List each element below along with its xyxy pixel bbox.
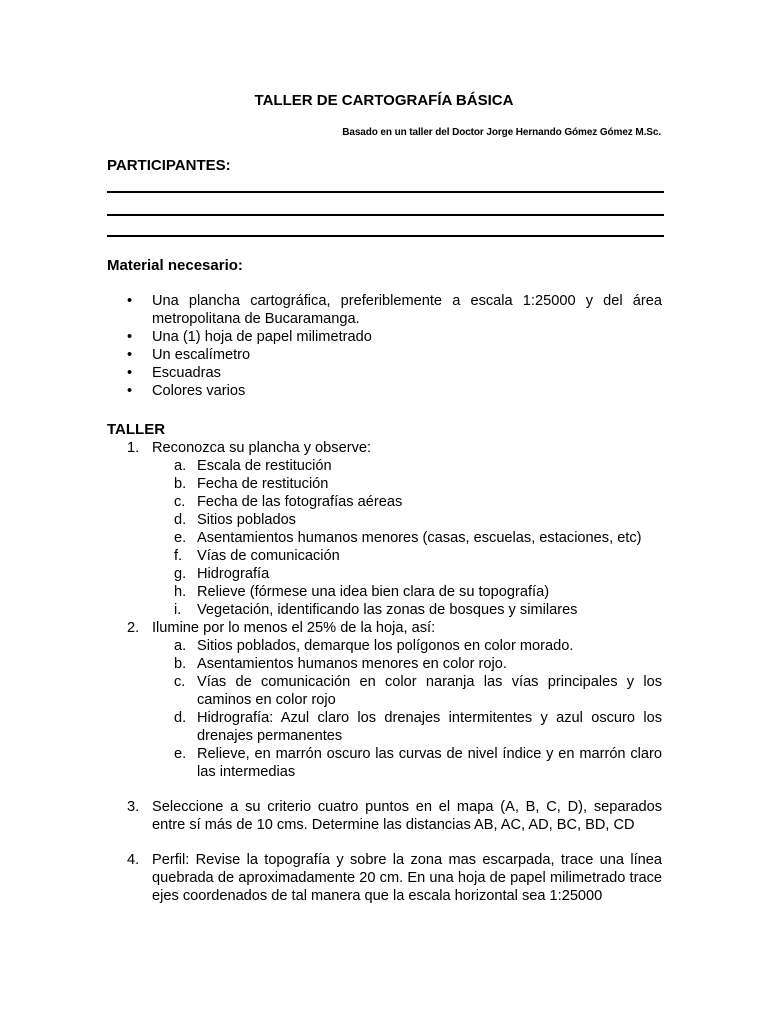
substep-text: Hidrografía — [197, 566, 270, 582]
material-item — [107, 346, 662, 364]
substep-item — [152, 457, 662, 475]
bullet-icon: • — [127, 347, 133, 363]
step-number: 1. — [127, 440, 140, 456]
substep-text: Vías de comunicación — [197, 548, 340, 564]
substep-item — [152, 673, 662, 709]
substeps-list — [152, 637, 662, 781]
substep-text: Sitios poblados — [197, 512, 296, 528]
substep-letter: e. — [174, 530, 187, 546]
step-item — [107, 619, 662, 781]
substep-item — [152, 601, 662, 619]
substep-letter: e. — [174, 746, 187, 762]
substep-letter: i. — [174, 602, 182, 618]
substep-text: Relieve, en marrón oscuro las curvas de nivel índice y en marrón claro las intermedias — [197, 746, 662, 780]
material-text: Escuadras — [152, 365, 221, 381]
substep-letter: d. — [174, 512, 187, 528]
material-text: Una (1) hoja de papel milimetrado — [152, 329, 372, 345]
substep-item — [152, 583, 662, 601]
participants-label: PARTICIPANTES: — [107, 157, 231, 174]
substep-item — [152, 655, 662, 673]
material-item — [107, 364, 662, 382]
step-text: Reconozca su plancha y observe: — [152, 440, 372, 456]
bullet-icon: • — [127, 383, 133, 399]
taller-heading: TALLER — [107, 421, 166, 438]
substeps-list — [152, 457, 662, 619]
substep-letter: c. — [174, 494, 186, 510]
step-item — [107, 798, 662, 834]
document-subtitle: Basado en un taller del Doctor Jorge Hernando Gómez Gómez M.Sc. — [342, 127, 661, 138]
step-number: 3. — [127, 799, 140, 815]
substep-item — [152, 493, 662, 511]
material-text: Un escalímetro — [152, 347, 251, 363]
substep-item — [152, 547, 662, 565]
substep-text: Fecha de las fotografías aéreas — [197, 494, 403, 510]
substep-text: Fecha de restitución — [197, 476, 329, 492]
substep-letter: c. — [174, 674, 186, 690]
substep-text: Relieve (fórmese una idea bien clara de su topografía) — [197, 584, 550, 600]
substep-letter: a. — [174, 638, 187, 654]
substep-text: Asentamientos humanos menores (casas, escuelas, estaciones, etc) — [197, 530, 642, 546]
substep-text: Vegetación, identificando las zonas de bosques y similares — [197, 602, 578, 618]
substep-letter: a. — [174, 458, 187, 474]
material-text: Colores varios — [152, 383, 246, 399]
substep-text: Hidrografía: Azul claro los drenajes intermitentes y azul oscuro los drenajes permanentes — [197, 710, 662, 744]
materials-list — [107, 292, 662, 400]
step-item — [107, 439, 662, 619]
bullet-icon: • — [127, 329, 133, 345]
document-title: TALLER DE CARTOGRAFÍA BÁSICA — [254, 92, 514, 109]
material-label: Material necesario: — [107, 257, 243, 274]
bullet-icon: • — [127, 365, 133, 381]
material-text: Una plancha cartográfica, preferiblemente a escala 1:25000 y del área metropolitana de Bucaramanga. — [152, 293, 662, 327]
step-text: Seleccione a su criterio cuatro puntos en el mapa (A, B, C, D), separados entre sí más de 10 cms. Determine las distancias AB, AC, AD, BC, BD, CD — [152, 799, 662, 833]
step-number: 4. — [127, 852, 140, 868]
step-number: 2. — [127, 620, 140, 636]
substep-item — [152, 511, 662, 529]
steps-list — [107, 439, 662, 905]
bullet-icon: • — [127, 293, 133, 309]
substep-item — [152, 637, 662, 655]
substep-item — [152, 475, 662, 493]
substep-text: Escala de restitución — [197, 458, 332, 474]
substep-letter: b. — [174, 476, 187, 492]
substep-item — [152, 745, 662, 781]
substep-item — [152, 529, 662, 547]
substep-letter: d. — [174, 710, 187, 726]
substep-item — [152, 709, 662, 745]
substep-item — [152, 565, 662, 583]
step-text: Ilumine por lo menos el 25% de la hoja, así: — [152, 620, 436, 636]
step-item — [107, 851, 662, 905]
substep-letter: h. — [174, 584, 187, 600]
substep-letter: g. — [174, 566, 187, 582]
material-item — [107, 292, 662, 328]
substep-letter: f. — [174, 548, 183, 564]
participant-line-2 — [107, 214, 664, 216]
substep-text: Sitios poblados, demarque los polígonos en color morado. — [197, 638, 574, 654]
material-item — [107, 382, 662, 400]
participant-line-1 — [107, 191, 664, 193]
participant-line-3 — [107, 235, 664, 237]
step-text: Perfil: Revise la topografía y sobre la zona mas escarpada, trace una línea quebrada de aproximadamente 20 cm. En una hoja de papel milimetrado trace ejes coordenados de tal manera que la escala horizontal sea 1:25000 — [152, 852, 662, 904]
substep-letter: b. — [174, 656, 187, 672]
substep-text: Asentamientos humanos menores en color rojo. — [197, 656, 507, 672]
substep-text: Vías de comunicación en color naranja las vías principales y los caminos en color rojo — [197, 674, 662, 708]
material-item — [107, 328, 662, 346]
